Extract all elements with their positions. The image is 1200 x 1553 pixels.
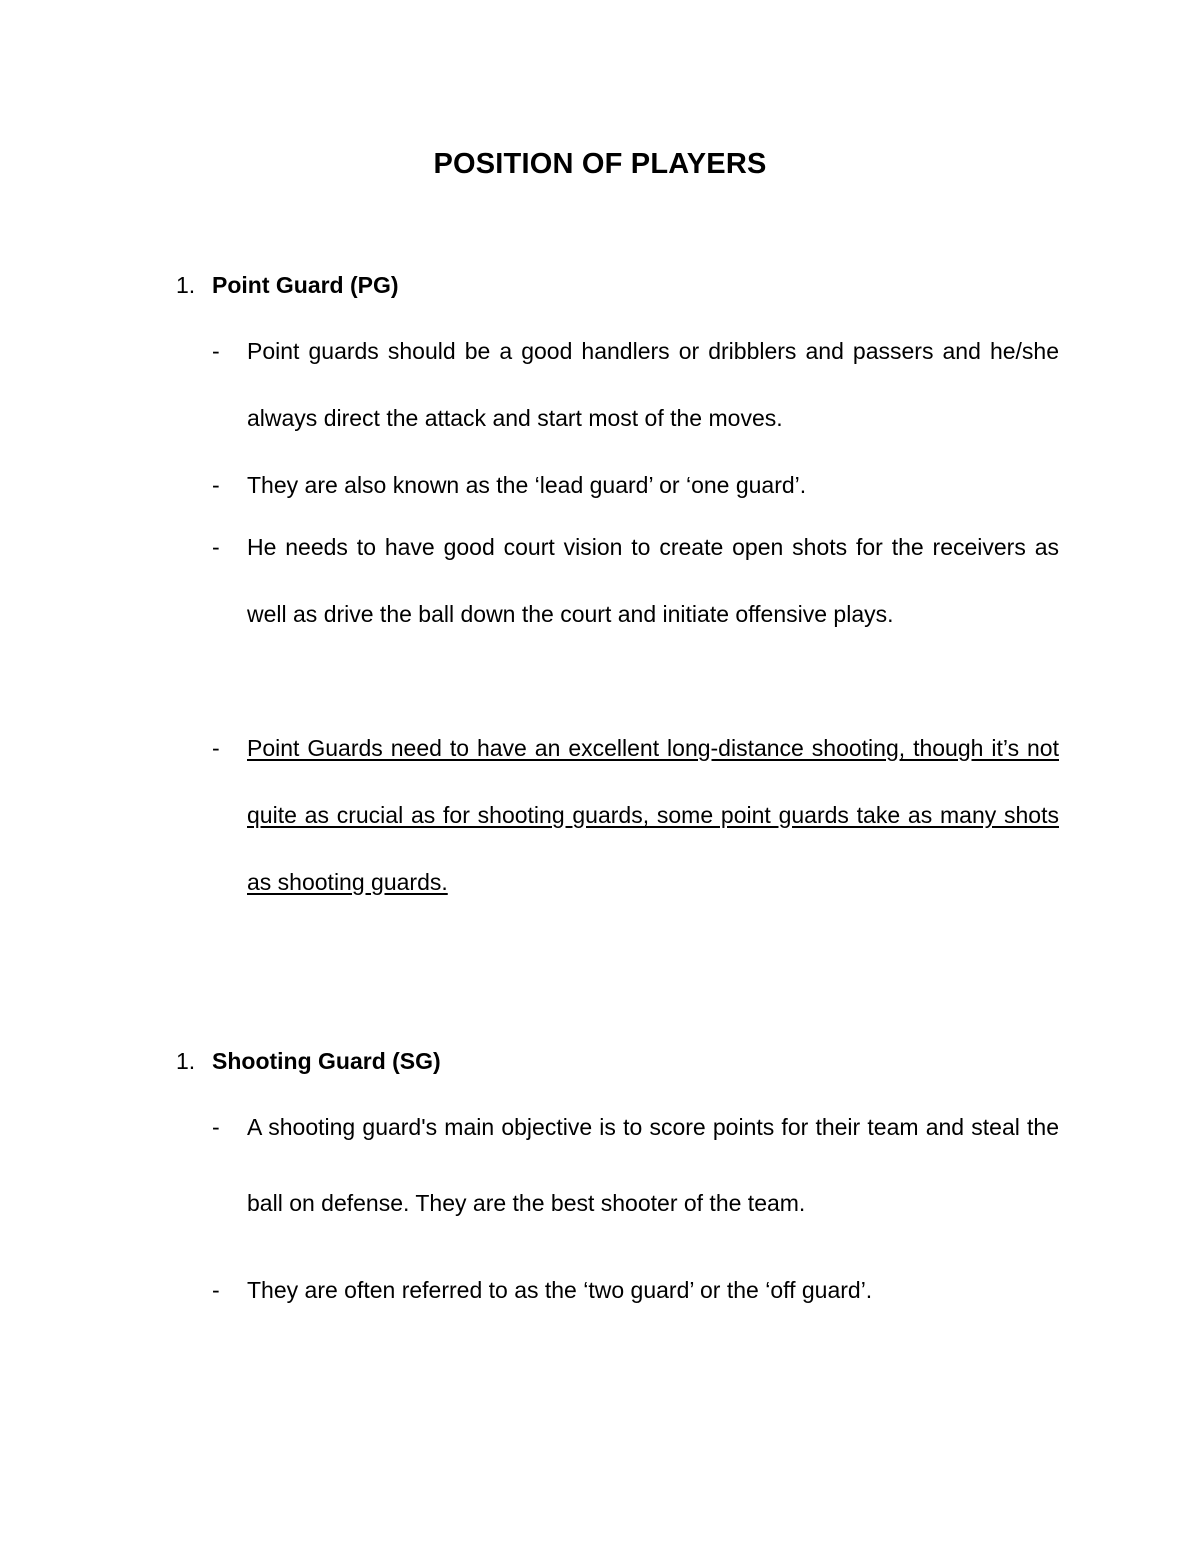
section-heading-label: Point Guard (PG) — [212, 272, 399, 298]
bullet-dash: - — [212, 472, 220, 498]
bullet-text: A shooting guard's main objective is to score points for their team and steal the ball on defense. They are the best shooter of the team. — [247, 1114, 1059, 1216]
bullet-dash: - — [212, 338, 220, 364]
bullet-dash: - — [212, 534, 220, 560]
bullet-dash: - — [212, 1277, 220, 1303]
bullet-dash: - — [212, 735, 220, 761]
bullet-text: They are often referred to as the ‘two guard’ or the ‘off guard’. — [247, 1277, 873, 1303]
bullet-text: Point Guards need to have an excellent long-distance shooting, though it’s not quite as crucial as for shooting guards, some point guards take as many shots as shooting guards. — [247, 735, 1059, 895]
section-number: 1. — [176, 1048, 196, 1074]
section-number: 1. — [176, 272, 196, 298]
page-title: POSITION OF PLAYERS — [433, 148, 767, 180]
bullet-text: Point guards should be a good handlers or dribblers and passers and he/she always direct the attack and start most of the moves. — [247, 338, 1059, 431]
section-heading-point-guard — [176, 268, 399, 302]
section-heading-shooting-guard — [176, 1044, 441, 1078]
bullet-dash: - — [212, 1114, 220, 1140]
bullet-text: They are also known as the ‘lead guard’ or ‘one guard’. — [247, 472, 807, 498]
bullet-text: He needs to have good court vision to create open shots for the receivers as well as drive the ball down the court and initiate offensive plays. — [247, 534, 1059, 627]
section-heading-label: Shooting Guard (SG) — [212, 1048, 441, 1074]
